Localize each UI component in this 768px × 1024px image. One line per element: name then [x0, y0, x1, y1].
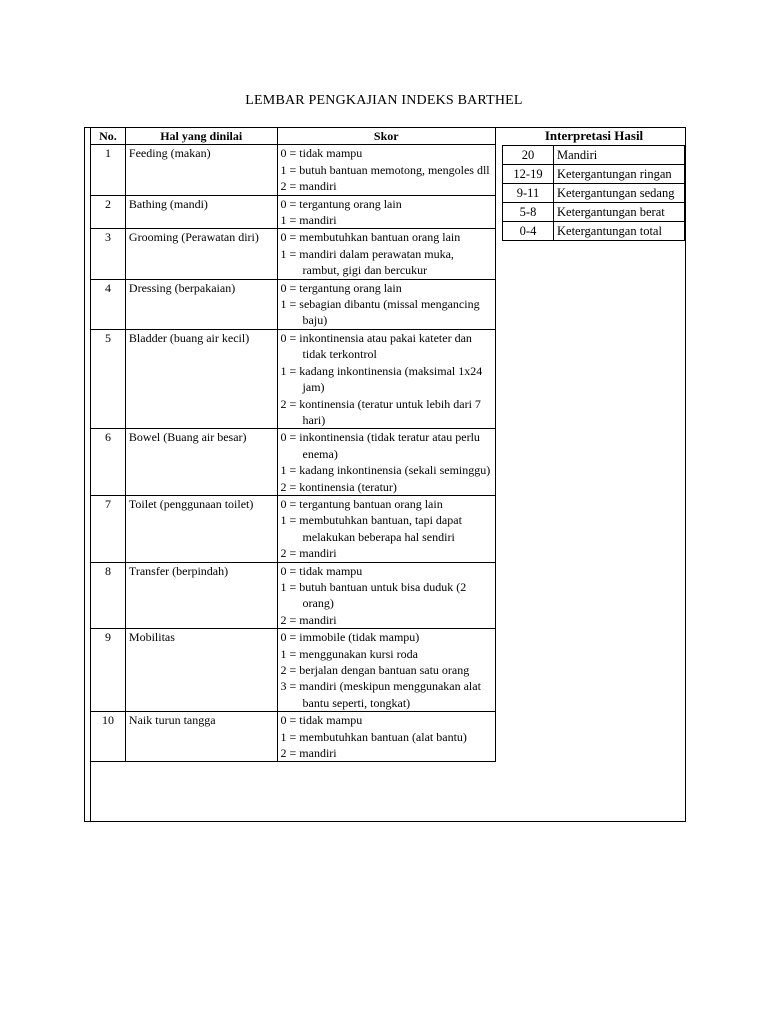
interpretation-row	[503, 222, 685, 241]
row-number: 1	[91, 145, 126, 195]
score-option: 1 = membutuhkan bantuan, tapi dapat melakukan beberapa hal sendiri	[280, 513, 462, 544]
row-number: 9	[91, 629, 126, 712]
score-option: 2 = kontinensia (teratur untuk lebih dari 7 hari)	[280, 396, 481, 427]
table-row	[91, 495, 496, 562]
interpretation-label: Ketergantungan berat	[554, 203, 685, 222]
interpretation-label: Mandiri	[554, 146, 685, 165]
interpretation-row	[503, 184, 685, 203]
interpretation-row	[503, 165, 685, 184]
row-item: Feeding (makan)	[125, 145, 277, 195]
score-option: 1 = butuh bantuan memotong, mengoles dll	[280, 162, 490, 177]
interpretation-score: 9-11	[503, 184, 554, 203]
row-scores	[277, 495, 495, 562]
row-item: Bathing (mandi)	[125, 195, 277, 229]
row-scores	[277, 195, 495, 229]
interpretation-label: Ketergantungan total	[554, 222, 685, 241]
row-scores	[277, 429, 495, 496]
row-number: 5	[91, 329, 126, 428]
row-scores	[277, 562, 495, 629]
score-option: 1 = membutuhkan bantuan (alat bantu)	[280, 729, 467, 744]
score-option: 3 = mandiri (meskipun menggunakan alat bantu seperti, tongkat)	[280, 679, 481, 710]
row-scores	[277, 229, 495, 279]
score-option: 0 = membutuhkan bantuan orang lain	[280, 230, 461, 245]
score-option: 1 = mandiri dalam perawatan muka, rambut, gigi dan bercukur	[280, 246, 454, 278]
row-item: Bladder (buang air kecil)	[125, 329, 277, 428]
row-scores	[277, 329, 495, 428]
row-scores	[277, 145, 495, 195]
score-option: 0 = tergantung orang lain	[280, 280, 402, 295]
page-title: LEMBAR PENGKAJIAN INDEKS BARTHEL	[245, 93, 523, 108]
score-option: 1 = menggunakan kursi roda	[280, 646, 418, 661]
score-option: 0 = tidak mampu	[280, 713, 363, 728]
row-number: 10	[91, 712, 126, 762]
row-number: 4	[91, 279, 126, 329]
row-number: 2	[91, 195, 126, 229]
row-number: 7	[91, 495, 126, 562]
score-option: 0 = tidak mampu	[280, 146, 363, 161]
header-no: No.	[91, 128, 126, 145]
interpretation-label: Ketergantungan ringan	[554, 165, 685, 184]
row-number: 8	[91, 562, 126, 629]
row-scores	[277, 629, 495, 712]
score-option: 0 = tidak mampu	[280, 563, 363, 578]
row-scores	[277, 712, 495, 762]
interpretation-score: 5-8	[503, 203, 554, 222]
header-score: Skor	[277, 128, 495, 145]
interpretation-label: Ketergantungan sedang	[554, 184, 685, 203]
score-option: 2 = kontinensia (teratur)	[280, 479, 397, 494]
score-option: 0 = inkontinensia (tidak teratur atau perlu enema)	[280, 430, 480, 461]
score-option: 0 = tergantung bantuan orang lain	[280, 496, 443, 511]
score-option: 1 = sebagian dibantu (missal mengancing baju)	[280, 297, 480, 328]
interpretation-score: 12-19	[503, 165, 554, 184]
table-row	[91, 429, 496, 496]
row-item: Grooming (Perawatan diri)	[125, 229, 277, 279]
interpretation-row	[503, 146, 685, 165]
header-item: Hal yang dinilai	[125, 128, 277, 145]
table-row	[91, 712, 496, 762]
score-option: 2 = mandiri	[280, 612, 337, 627]
table-header-row	[91, 128, 496, 145]
score-option: 2 = mandiri	[280, 746, 337, 761]
table-row	[91, 329, 496, 428]
score-option: 2 = berjalan dengan bantuan satu orang	[280, 663, 470, 677]
row-item: Dressing (berpakaian)	[125, 279, 277, 329]
score-option: 1 = kadang inkontinensia (maksimal 1x24 jam)	[280, 363, 483, 395]
barthel-table	[90, 127, 496, 762]
row-item: Bowel (Buang air besar)	[125, 429, 277, 496]
interpretation-score: 20	[503, 146, 554, 165]
interpretation-title: Interpretasi Hasil	[544, 128, 644, 143]
row-scores	[277, 279, 495, 329]
table-row	[91, 195, 496, 229]
table-row	[91, 279, 496, 329]
score-option: 1 = kadang inkontinensia (sekali seminggu)	[280, 463, 491, 478]
row-item: Toilet (penggunaan toilet)	[125, 495, 277, 562]
score-option: 1 = mandiri	[280, 213, 337, 228]
row-item: Mobilitas	[125, 629, 277, 712]
score-option: 2 = mandiri	[280, 179, 337, 194]
table-row	[91, 562, 496, 629]
row-item: Transfer (berpindah)	[125, 562, 277, 629]
score-option: 0 = inkontinensia atau pakai kateter dan tidak terkontrol	[280, 330, 472, 362]
table-row	[91, 629, 496, 712]
row-number: 6	[91, 429, 126, 496]
row-item: Naik turun tangga	[125, 712, 277, 762]
score-option: 0 = immobile (tidak mampu)	[280, 630, 420, 645]
interpretation-table	[502, 145, 685, 241]
table-row	[91, 229, 496, 279]
score-option: 1 = butuh bantuan untuk bisa duduk (2 orang)	[280, 579, 467, 611]
row-number: 3	[91, 229, 126, 279]
score-option: 2 = mandiri	[280, 546, 337, 561]
interpretation-score: 0-4	[503, 222, 554, 241]
table-row	[91, 145, 496, 195]
score-option: 0 = tergantung orang lain	[280, 196, 402, 211]
interpretation-row	[503, 203, 685, 222]
